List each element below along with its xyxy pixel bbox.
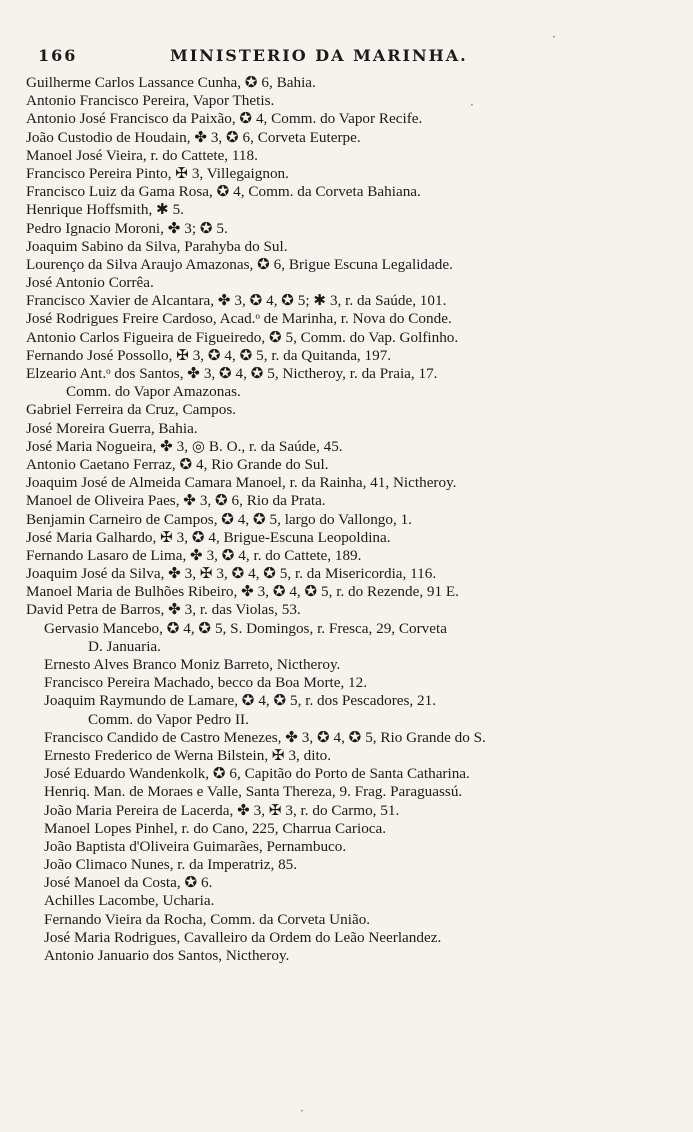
list-item: Francisco Pereira Pinto, ✠ 3, Villegaignon. <box>26 164 289 182</box>
list-item: Manoel José Vieira, r. do Cattete, 118. <box>26 146 258 164</box>
page-header <box>38 46 638 70</box>
list-item: Henrique Hoffsmith, ✱ 5. <box>26 201 184 219</box>
list-item: José Antonio Corrêa. <box>26 274 154 292</box>
list-item: Antonio Caetano Ferraz, ✪ 4, Rio Grande do Sul. <box>26 455 329 473</box>
list-item: Manoel Maria de Bulhões Ribeiro, ✤ 3, ✪ 4, ✪ 5, r. do Rezende, 91 E. <box>26 583 459 601</box>
list-item-continuation: D. Januaria. <box>88 637 161 655</box>
list-item: José Manoel da Costa, ✪ 6. <box>44 874 213 892</box>
list-item: Lourenço da Silva Araujo Amazonas, ✪ 6, Brigue Escuna Legalidade. <box>26 255 453 273</box>
list-item: Gervasio Mancebo, ✪ 4, ✪ 5, S. Domingos, r. Fresca, 29, Corveta <box>44 619 447 637</box>
list-item: José Rodrigues Freire Cardoso, Acad.ᵒ de Marinha, r. Nova do Conde. <box>26 310 452 328</box>
list-item: Gabriel Ferreira da Cruz, Campos. <box>26 401 237 419</box>
list-item: Elzeario Ant.ᵒ dos Santos, ✤ 3, ✪ 4, ✪ 5, Nictheroy, r. da Praia, 17. <box>26 365 438 382</box>
list-item: Antonio Carlos Figueira de Figueiredo, ✪ 5, Comm. do Vap. Golfinho. <box>26 328 459 346</box>
list-item: João Custodio de Houdain, ✤ 3, ✪ 6, Corveta Euterpe. <box>26 128 361 146</box>
ink-speck: · <box>300 1104 304 1118</box>
list-item-continuation: Comm. do Vapor Amazonas. <box>66 383 241 401</box>
list-item: Joaquim José da Silva, ✤ 3, ✠ 3, ✪ 4, ✪ 5, r. da Misericordia, 116. <box>26 565 437 583</box>
list-item: Antonio José Francisco da Paixão, ✪ 4, Comm. do Vapor Recife. <box>26 110 423 128</box>
list-item: Achilles Lacombe, Ucharia. <box>44 892 215 910</box>
list-item: José Moreira Guerra, Bahia. <box>26 419 198 437</box>
list-item: Benjamin Carneiro de Campos, ✪ 4, ✪ 5, largo do Vallongo, 1. <box>26 510 412 528</box>
ink-speck: · <box>552 30 556 44</box>
list-item: Francisco Candido de Castro Menezes, ✤ 3, ✪ 4, ✪ 5, Rio Grande do S. <box>44 728 486 746</box>
list-item: José Maria Rodrigues, Cavalleiro da Ordem do Leão Neerlandez. <box>44 928 442 946</box>
list-item: Manoel Lopes Pinhel, r. do Cano, 225, Charrua Carioca. <box>44 819 387 837</box>
officer-list <box>26 74 666 965</box>
list-item: David Petra de Barros, ✤ 3, r. das Violas, 53. <box>26 601 301 619</box>
list-item: João Baptista d'Oliveira Guimarães, Pernambuco. <box>44 837 347 855</box>
list-item: José Eduardo Wandenkolk, ✪ 6, Capitão do Porto de Santa Catharina. <box>44 765 470 783</box>
list-item: Francisco Pereira Machado, becco da Boa Morte, 12. <box>44 674 368 692</box>
list-item: Henriq. Man. de Moraes e Valle, Santa Thereza, 9. Frag. Paraguassú. <box>44 783 463 801</box>
list-item: Ernesto Frederico de Werna Bilstein, ✠ 3, dito. <box>44 746 332 764</box>
list-item: Joaquim Sabino da Silva, Parahyba do Sul. <box>26 237 288 255</box>
list-item: Joaquim Raymundo de Lamare, ✪ 4, ✪ 5, r. dos Pescadores, 21. <box>44 692 436 710</box>
list-item: João Maria Pereira de Lacerda, ✤ 3, ✠ 3, r. do Carmo, 51. <box>44 801 400 819</box>
list-item: Fernando Lasaro de Lima, ✤ 3, ✪ 4, r. do Cattete, 189. <box>26 546 362 564</box>
list-item: Francisco Xavier de Alcantara, ✤ 3, ✪ 4, ✪ 5; ✱ 3, r. da Saúde, 101. <box>26 292 447 310</box>
ink-speck: · <box>470 98 474 112</box>
list-item-continuation: Comm. do Vapor Pedro II. <box>88 710 249 728</box>
running-title: MINISTERIO DA MARINHA. <box>170 46 468 65</box>
list-item: Francisco Luiz da Gama Rosa, ✪ 4, Comm. da Corveta Bahiana. <box>26 183 421 201</box>
page-number: 166 <box>38 46 78 65</box>
list-item: Manoel de Oliveira Paes, ✤ 3, ✪ 6, Rio da Prata. <box>26 492 326 510</box>
list-item: João Climaco Nunes, r. da Imperatriz, 85. <box>44 856 298 874</box>
list-item: José Maria Nogueira, ✤ 3, ◎ B. O., r. da Saúde, 45. <box>26 437 343 455</box>
list-item: Ernesto Alves Branco Moniz Barreto, Nictheroy. <box>44 656 341 673</box>
list-item: Fernando Vieira da Rocha, Comm. da Corveta União. <box>44 910 371 928</box>
list-item: Guilherme Carlos Lassance Cunha, ✪ 6, Bahia. <box>26 74 316 91</box>
list-item: Antonio Januario dos Santos, Nictheroy. <box>44 947 290 964</box>
list-item: Fernando José Possollo, ✠ 3, ✪ 4, ✪ 5, r. da Quitanda, 197. <box>26 346 392 364</box>
list-item: Antonio Francisco Pereira, Vapor Thetis. <box>26 92 275 110</box>
list-item: José Maria Galhardo, ✠ 3, ✪ 4, Brigue-Escuna Leopoldina. <box>26 528 391 546</box>
list-item: Joaquim José de Almeida Camara Manoel, r. da Rainha, 41, Nictheroy. <box>26 474 457 492</box>
list-item: Pedro Ignacio Moroni, ✤ 3; ✪ 5. <box>26 219 228 237</box>
